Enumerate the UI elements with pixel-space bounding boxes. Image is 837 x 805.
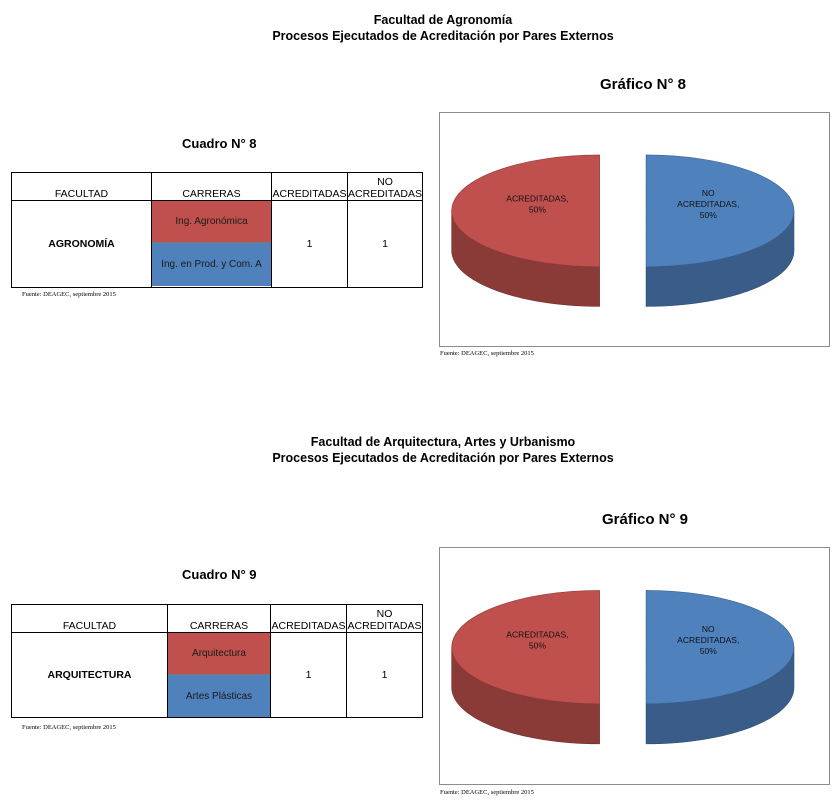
career-item: Ing. Agronómica [152,201,271,243]
table-row [12,633,423,718]
chart2-caption: Gráfico N° 9 [602,511,689,528]
header-facultad: FACULTAD [12,173,152,201]
table2 [11,604,423,718]
table-row [12,201,423,288]
table1-source: Fuente: DEAGEC, septiembre 2015 [22,291,116,298]
career-item: Artes Plásticas [168,675,270,717]
section2-title-line2: Procesos Ejecutados de Acreditación por Pares Externos [272,451,614,465]
section2-title [0,434,837,466]
career-item: Arquitectura [168,633,270,675]
slice-label: NO ACREDITADAS, 50% [677,187,740,220]
pie-slice [646,155,794,306]
table-header-row [12,605,423,633]
career-item: Ing. en Prod. y Com. A [152,243,271,286]
slice-label: NO ACREDITADAS, 50% [677,624,740,657]
pie-chart-2 [439,547,830,785]
header-carreras: CARRERAS [152,173,272,201]
section2-title-line1: Facultad de Arquitectura, Artes y Urbanismo [310,435,576,449]
header-no-acreditadas: NO ACREDITADAS [348,173,423,201]
not-accredited-count: 1 [348,201,423,288]
faculty-cell: AGRONOMÍA [12,201,152,288]
header-facultad: FACULTAD [12,605,168,633]
pie-svg [440,548,829,784]
table2-source: Fuente: DEAGEC, septiembre 2015 [22,724,116,731]
pie-slice [452,155,600,306]
accredited-count: 1 [271,633,347,718]
pie-slice [646,590,794,743]
table-header-row [12,173,423,201]
header-acreditadas: ACREDITADAS [272,173,348,201]
chart1-caption: Gráfico N° 8 [600,76,687,93]
faculty-cell: ARQUITECTURA [12,633,168,718]
section1-title-line1: Facultad de Agronomía [373,13,513,27]
pie-chart-1 [439,112,830,347]
slice-label: ACREDITADAS, 50% [506,629,569,651]
chart1-source: Fuente: DEAGEC, septiembre 2015 [440,350,534,357]
not-accredited-count: 1 [347,633,423,718]
careers-cell [168,633,271,718]
pie-slice [452,590,600,743]
header-acreditadas: ACREDITADAS [271,605,347,633]
section1-title [0,12,837,44]
table1 [11,172,423,288]
table2-caption: Cuadro N° 9 [182,567,257,582]
header-no-acreditadas: NO ACREDITADAS [347,605,423,633]
header-carreras: CARRERAS [168,605,271,633]
section1-title-line2: Procesos Ejecutados de Acreditación por Pares Externos [272,29,614,43]
pie-svg [440,113,829,346]
slice-label: ACREDITADAS, 50% [506,193,569,215]
table1-caption: Cuadro N° 8 [182,136,257,151]
careers-cell [152,201,272,288]
chart2-source: Fuente: DEAGEC, septiembre 2015 [440,789,534,796]
accredited-count: 1 [272,201,348,288]
